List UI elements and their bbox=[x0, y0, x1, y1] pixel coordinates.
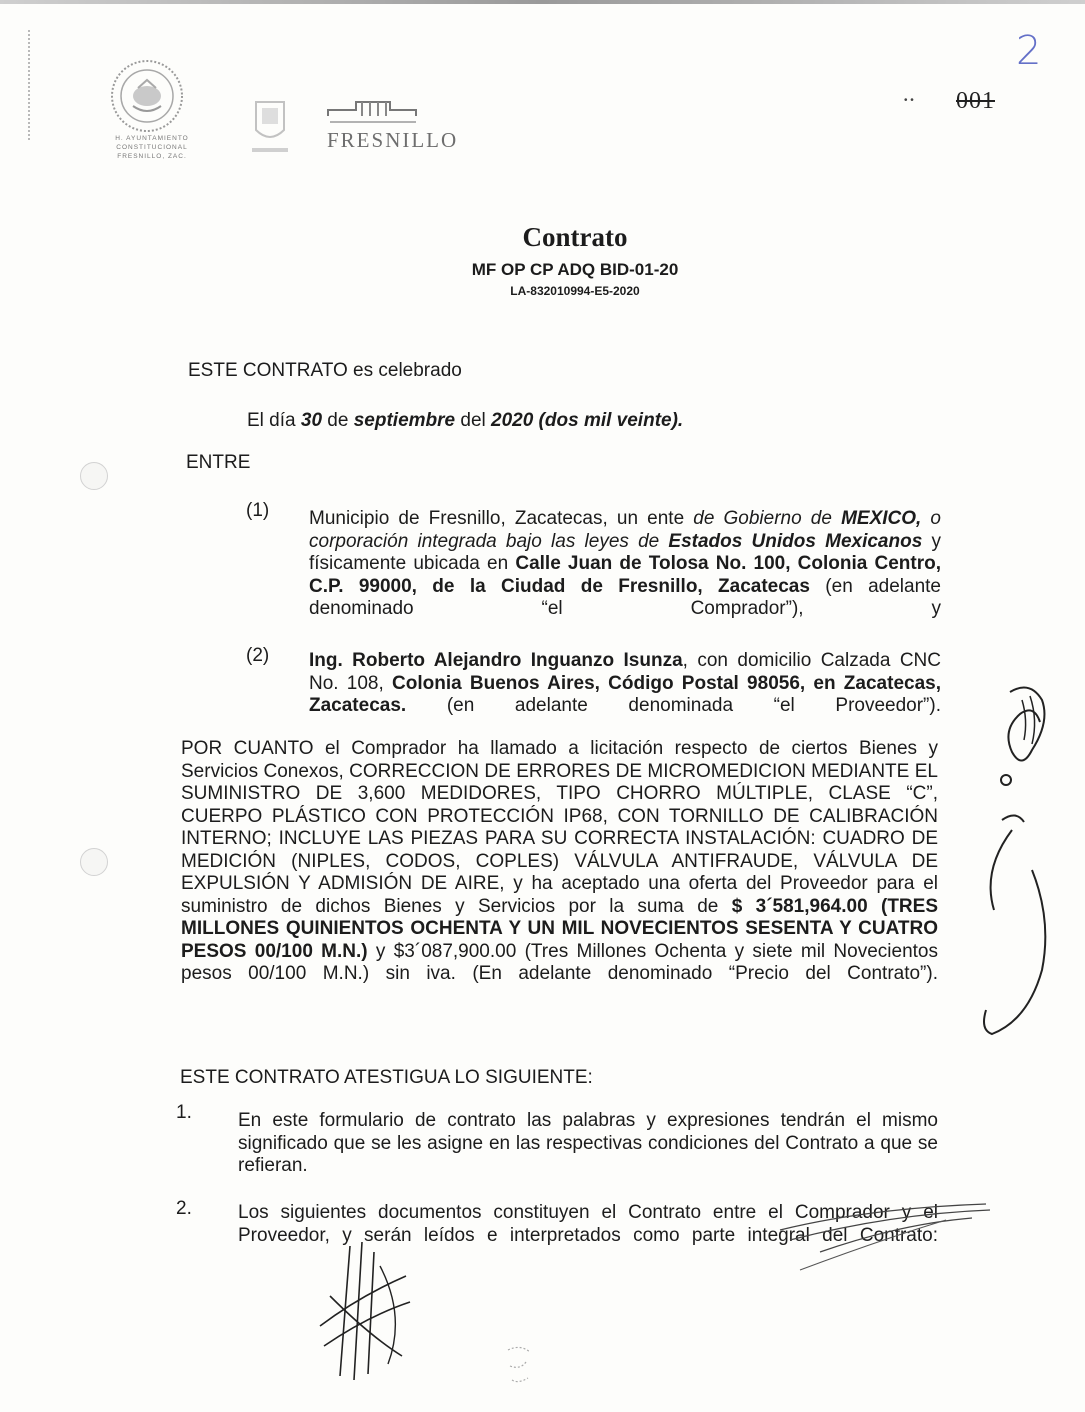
national-seal-logo bbox=[108, 58, 186, 139]
fresnillo-logo-text: FRESNILLO bbox=[327, 128, 459, 152]
contract-date: El día 30 de septiembre del 2020 (dos mil veinte). bbox=[247, 410, 684, 431]
underline-scribble bbox=[760, 1190, 1000, 1290]
clause-number: 2. bbox=[176, 1198, 192, 1219]
binder-hole bbox=[80, 462, 108, 490]
faint-mark bbox=[500, 1340, 540, 1390]
handwritten-page-number: 2 bbox=[1016, 28, 1042, 74]
top-scan-border bbox=[0, 0, 1085, 4]
opening-line: ESTE CONTRATO es celebrado bbox=[188, 360, 462, 381]
whereas-paragraph: POR CUANTO el Comprador ha llamado a licitación respecto de ciertos Bienes y Servicios Conexos, CORRECCION DE ERRORES DE MICROMEDICION MEDIANTE EL SUMINISTRO DE 3,600 MEDIDORES, TIPO CHORRO MÚLTIPLE, CLASE “C”, CUERPO PLÁSTICO CON PROTECCIÓN IP68, CON TORNILLO DE CALIBRACIÓN INTERNO; INCLUYE LAS PIEZAS PARA SU CORRECTA INSTALACIÓN: CUADRO DE MEDICIÓN (NIPLES, CODOS, COPLES) VÁLVULA ANTIFRAUDE, VÁLVULA DE EXPULSIÓN Y ADMISIÓN DE AIRE, y ha aceptado una oferta del Proveedor para el suministro de dichos Bienes y Servicios por la suma de $ 3´581,964.00 (TRES MILLONES QUINIENTOS OCHENTA Y UN MIL NOVECIENTOS SESENTA Y CUATRO PESOS 00/100 M.N.) y $3´087,900.00 (Tres Millones Ochenta y siete mil Novecientos pesos 00/100 M.N.) sin iva. (En adelante denominado “Precio del Contrato”). bbox=[181, 738, 938, 984]
binder-hole bbox=[80, 848, 108, 876]
document-title: Contrato bbox=[522, 222, 628, 252]
party-1-text: Municipio de Fresnillo, Zacatecas, un ente de Gobierno de MEXICO, o corporación integrada bajo las leyes de Estados Unidos Mexicanos y físicamente ubicada en Calle Juan de Tolosa No. 100, Colonia Centro, C.P. 99000, de la Ciudad de Fresnillo, Zacatecas (en adelante denominado “el Comprador”), y bbox=[309, 508, 942, 619]
party-2-text: Ing. Roberto Alejandro Inguanzo Isunza, con domicilio Calzada CNC No. 108, Colonia Buenos Aires, Código Postal 98056, en Zacatecas, Zacatecas. (en adelante denominada “el Proveedor”). bbox=[309, 650, 941, 716]
bottom-signature bbox=[310, 1236, 420, 1386]
witnesseth-heading: ESTE CONTRATO ATESTIGUA LO SIGUIENTE: bbox=[180, 1067, 593, 1088]
margin-dots: • • bbox=[904, 95, 914, 106]
seal-caption: H. AYUNTAMIENTO CONSTITUCIONAL FRESNILLO, ZAC. bbox=[115, 135, 189, 160]
municipal-emblem-logo bbox=[248, 96, 292, 165]
crossed-out-code: 001 bbox=[956, 88, 995, 114]
clause-1-text: En este formulario de contrato las palabras y expresiones tendrán el mismo significado que se les asigne en las respectivas condiciones del Contrato a que se refieran. bbox=[238, 1110, 938, 1176]
clause-number: 1. bbox=[176, 1102, 192, 1123]
party-number: (1) bbox=[246, 500, 270, 521]
scan-edge-marks bbox=[28, 30, 36, 140]
tender-code: LA-832010994-E5-2020 bbox=[510, 284, 640, 298]
clause-2-text: Los siguientes documentos constituyen el Contrato entre el Comprador y el Proveedor, y serán leídos e interpretados como parte integral del Contrato: bbox=[238, 1202, 938, 1246]
contract-code: MF OP CP ADQ BID-01-20 bbox=[471, 260, 679, 279]
margin-signature bbox=[972, 660, 1062, 1060]
party-number: (2) bbox=[246, 645, 270, 666]
between-label: ENTRE bbox=[186, 452, 251, 473]
